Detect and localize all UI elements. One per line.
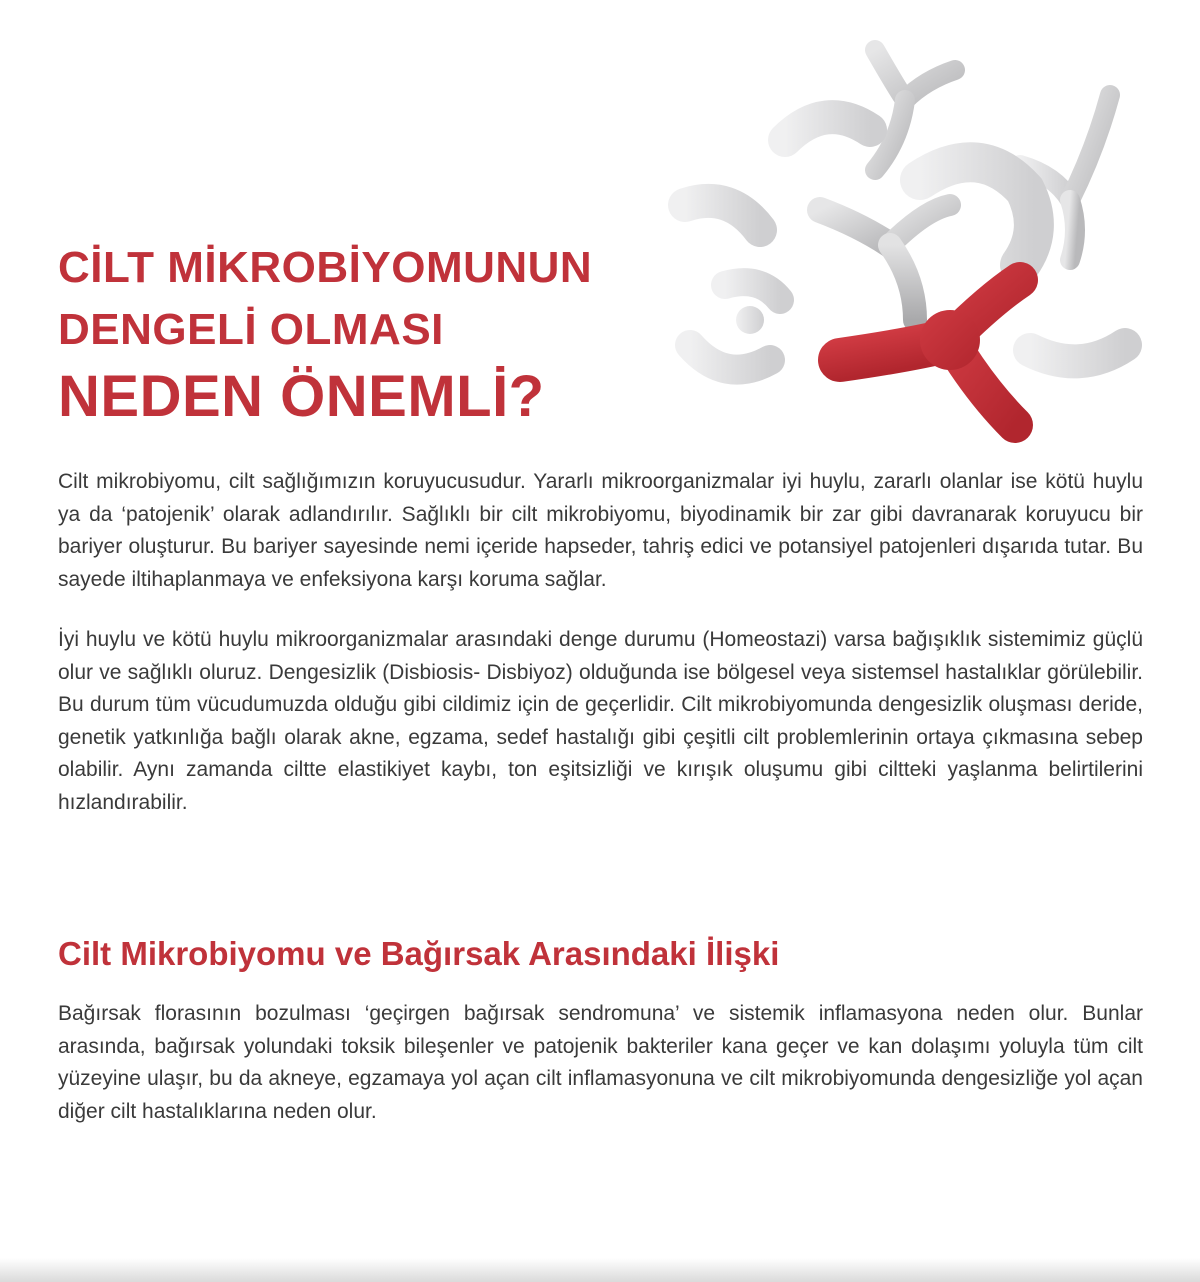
microbe-bean-5-icon: [1030, 345, 1125, 361]
page-bottom-shadow: [0, 1258, 1200, 1282]
page-title: [58, 243, 593, 429]
title-line-3: NEDEN ÖNEMLİ?: [58, 364, 545, 429]
microbe-bean-3-icon: [690, 345, 770, 370]
gut-skin-paragraph: Bağırsak florasının bozulması ‘geçirgen bağırsak sendromuna’ ve sistemik inflamasyona neden olur. Bunlar arasında, bağırsak yolundaki toksik bileşenler ve patojenik bakteriler kana geçer ve kan dolaşımı yoluyla tüm cilt yüzeyine ulaşır, bu da akneye, egzamaya yol açan cilt inflamasyonuna ve cilt mikrobiyomunda dengesizliğe yol açan diğer cilt hastalıklarına neden olur.: [58, 1002, 1143, 1123]
microbe-blob-left-icon: [725, 282, 780, 334]
title-line-2: DENGELİ OLMASI: [58, 305, 444, 354]
microbe-red-y-icon: [840, 280, 1020, 425]
microbiome-microbes-illustration: [650, 30, 1170, 460]
microbe-bean-1-icon: [785, 117, 870, 140]
microbe-y-middle-icon: [820, 205, 950, 320]
balance-paragraph: İyi huylu ve kötü huylu mikroorganizmalar arasındaki denge durumu (Homeostazi) varsa bağışıklık sistemimiz güçlü olur ve sağlıklı oluruz. Dengesizlik (Disbiosis- Disbiyoz) olduğunda ise bölgesel veya sistemsel hastalıklar görülebilir. Bu durum tüm vücudumuzda olduğu gibi cildimiz için de geçerlidir. Cilt mikrobiyomunda dengesizlik oluşması deride, genetik yatkınlığa bağlı olarak akne, egzama, sedef hastalığı gibi çeşitli cilt problemlerinin ortaya çıkmasına sebep olabilir. Aynı zamanda ciltte elastikiyet kaybı, ton eşitsizliği ve kırışık oluşumu gibi ciltteki yaşlanma belirtilerini hızlandırabilir.: [58, 628, 1143, 814]
section-heading: Cilt Mikrobiyomu ve Bağırsak Arasındaki İlişki: [58, 935, 780, 972]
intro-paragraph: Cilt mikrobiyomu, cilt sağlığımızın koruyucusudur. Yararlı mikroorganizmalar iyi huylu, zararlı olanlar ise kötü huylu ya da ‘patojenik’ olarak adlandırılır. Sağlıklı bir cilt mikrobiyomu, biyodinamik bir zar gibi davranarak koruyucu bir bariyer oluşturur. Bu bariyer sayesinde nemi içeride hapseder, tahriş edici ve potansiyel patojenleri dışarıda tutar. Bu sayede iltihaplanmaya ve enfeksiyona karşı koruma sağlar.: [58, 470, 1143, 591]
microbe-bean-2-icon: [685, 201, 760, 230]
title-line-1: CİLT MİKROBİYOMUNUN: [58, 243, 593, 292]
